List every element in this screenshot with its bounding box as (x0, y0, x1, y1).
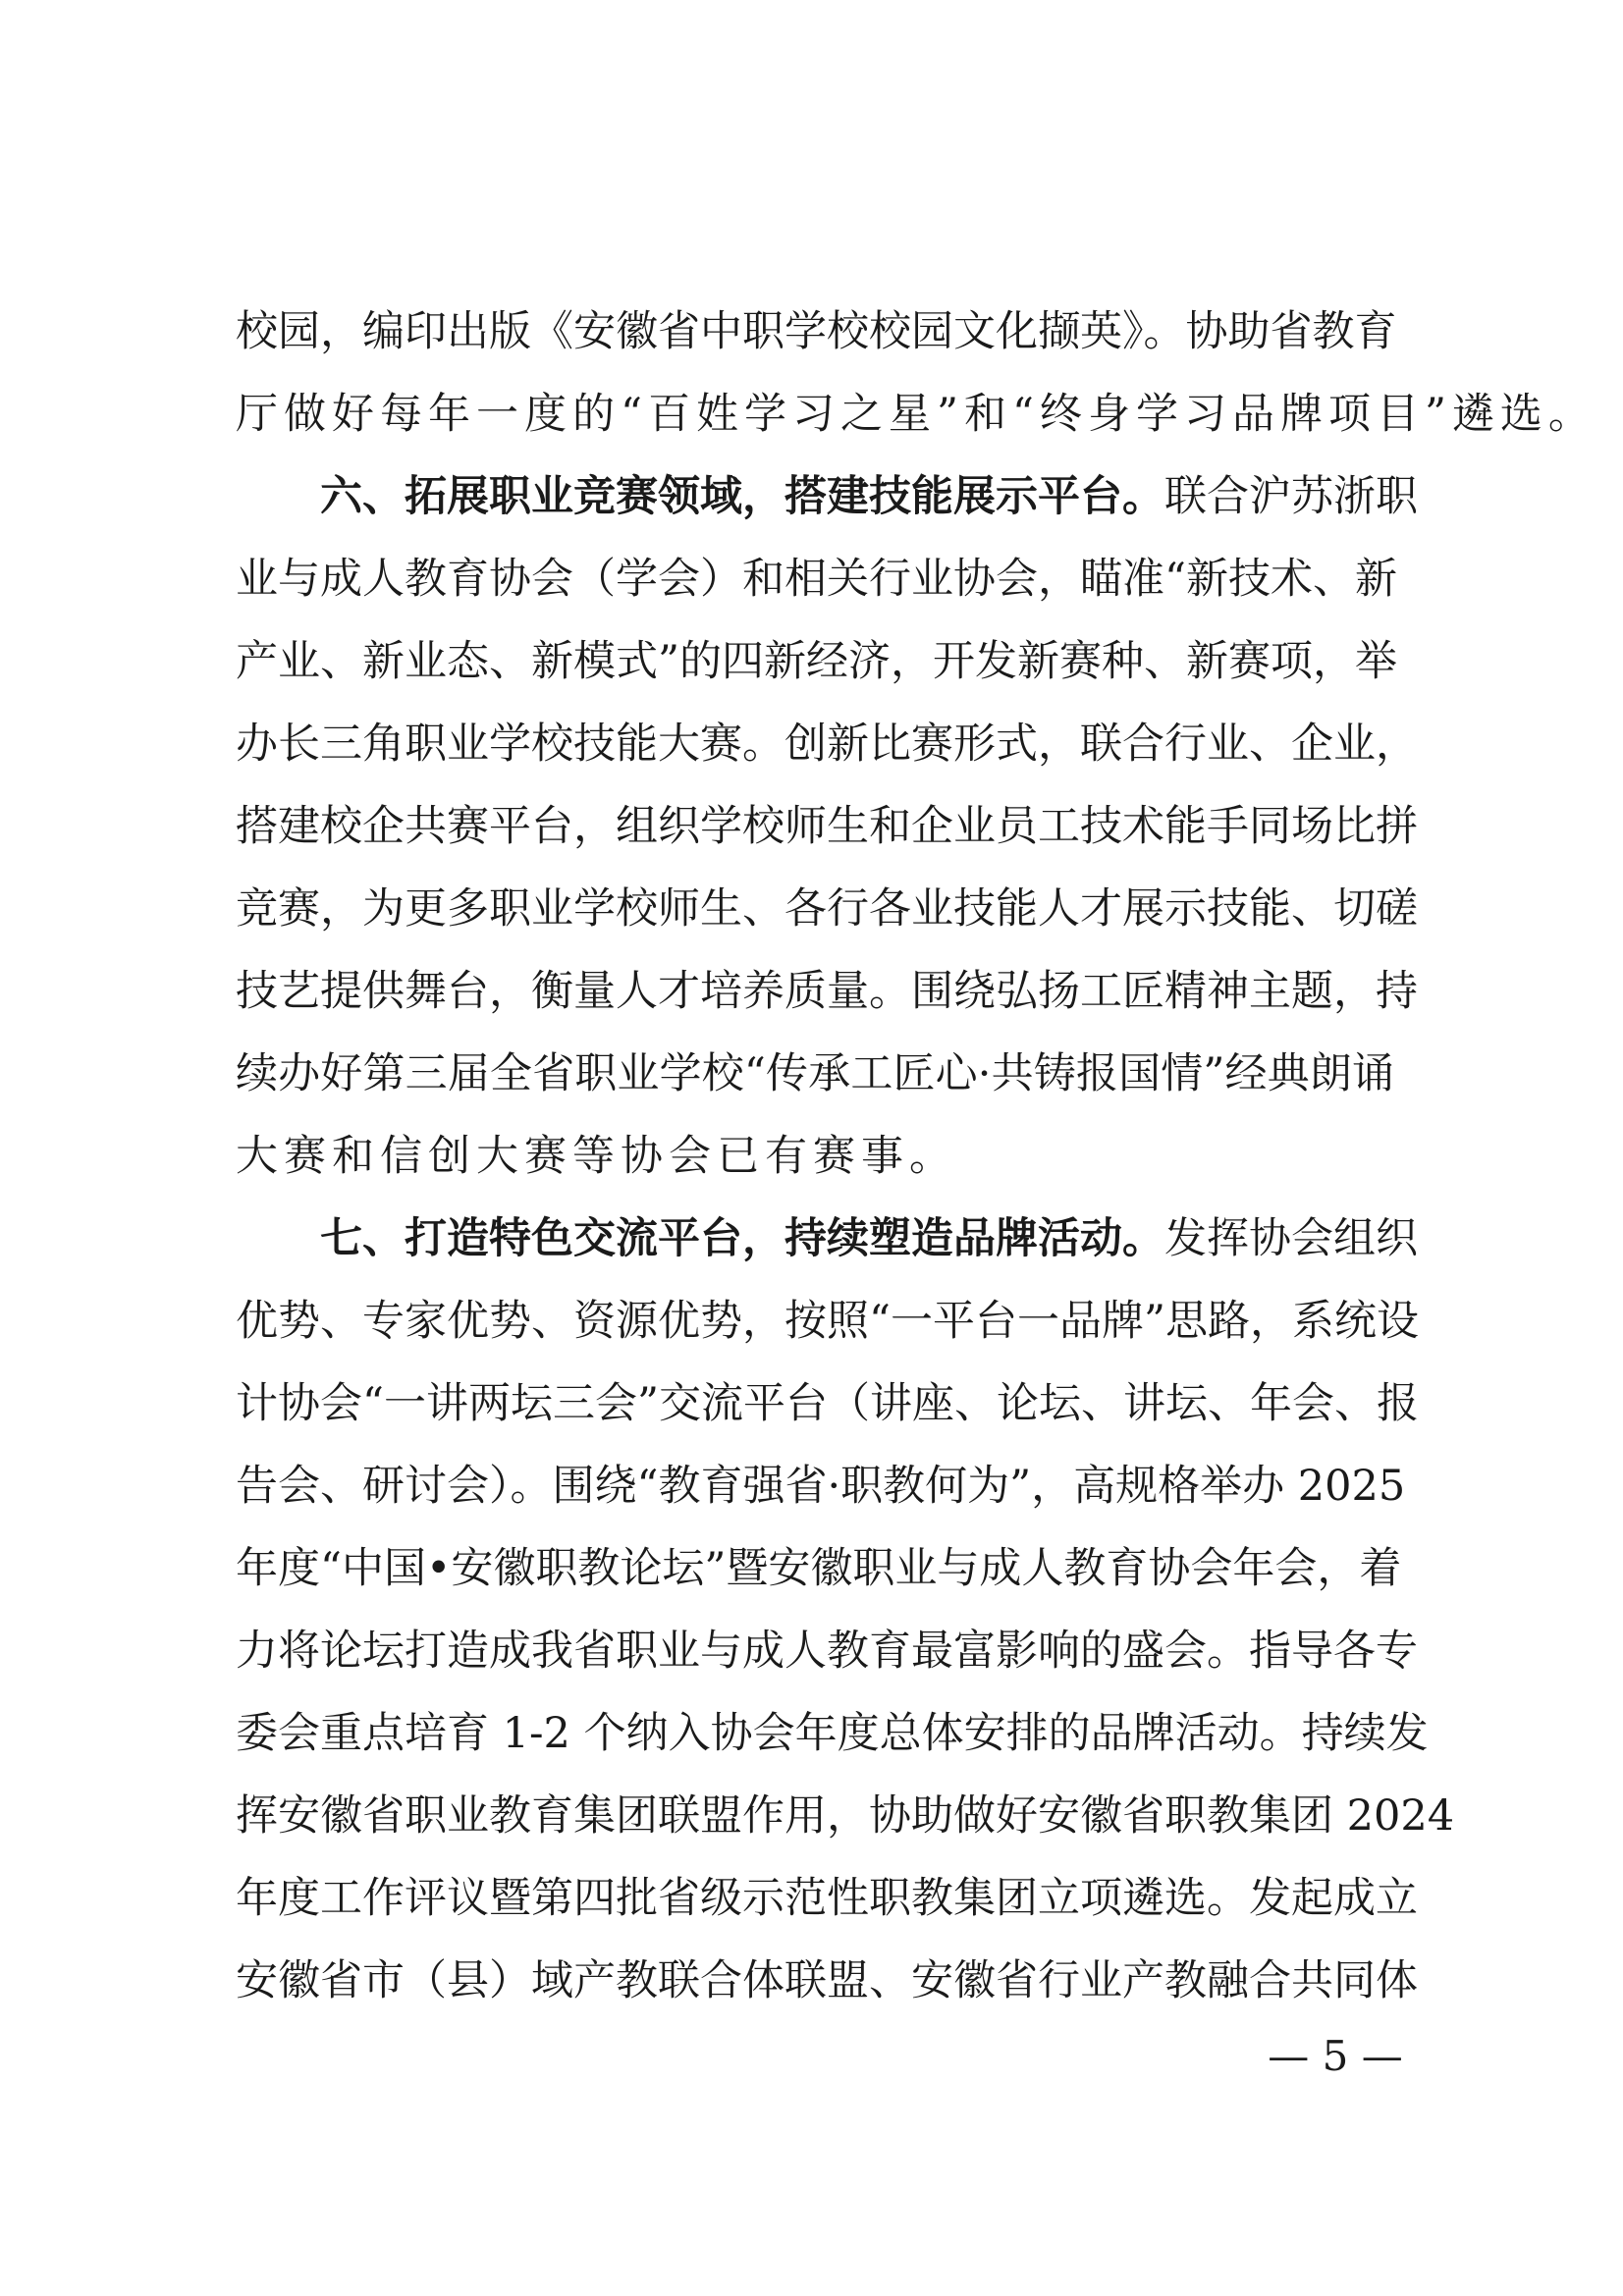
body-line: 大赛和信创大赛等协会已有赛事。 (236, 1132, 957, 1181)
section-7-first-line (320, 1200, 1418, 1278)
section-6-heading: 六、拓展职业竞赛领域，搭建技能展示平台。 (320, 472, 1164, 521)
body-line: 竞赛，为更多职业学校师生、各行各业技能人才展示技能、切磋 (236, 884, 1418, 934)
body-line: 搭建校企共赛平台，组织学校师生和企业员工技术能手同场比拼 (236, 802, 1418, 851)
body-line: 挥安徽省职业教育集团联盟作用，协助做好安徽省职教集团 2024 (236, 1791, 1455, 1841)
body-line: 技艺提供舞台，衡量人才培养质量。围绕弘扬工匠精神主题，持 (236, 967, 1418, 1016)
section-7-first-line-text: 发挥协会组织 (1164, 1214, 1418, 1263)
body-line: 年度工作评议暨第四批省级示范性职教集团立项遴选。发起成立 (236, 1874, 1418, 1923)
body-line: 年度“中国•安徽职教论坛”暨安徽职业与成人教育协会年会，着 (236, 1544, 1402, 1593)
section-7-heading: 七、打造特色交流平台，持续塑造品牌活动。 (320, 1214, 1164, 1263)
section-6-first-line-text: 联合沪苏浙职 (1164, 472, 1418, 521)
body-line: 续办好第三届全省职业学校“传承工匠心·共铸报国情”经典朗诵 (236, 1049, 1394, 1098)
section-6-first-line (320, 457, 1418, 536)
page-number: — 5 — (1268, 2032, 1403, 2080)
body-line: 校园，编印出版《安徽省中职学校校园文化撷英》。协助省教育 (236, 307, 1397, 356)
body-line: 优势、专家优势、资源优势，按照“一平台一品牌”思路，系统设 (236, 1297, 1419, 1346)
body-line: 委会重点培育 1-2 个纳入协会年度总体安排的品牌活动。持续发 (236, 1709, 1429, 1758)
body-line: 办长三角职业学校技能大赛。创新比赛形式，联合行业、企业， (236, 720, 1418, 769)
body-line: 安徽省市（县）域产教联合体联盟、安徽省行业产教融合共同体 (236, 1956, 1418, 2005)
body-line: 厅做好每年一度的“百姓学习之星”和“终身学习品牌项目”遴选。 (236, 390, 1596, 439)
body-line: 业与成人教育协会（学会）和相关行业协会，瞄准“新技术、新 (236, 555, 1397, 604)
body-line: 产业、新业态、新模式”的四新经济，开发新赛种、新赛项，举 (236, 637, 1397, 686)
body-line: 告会、研讨会）。围绕“教育强省·职教何为”，高规格举办 2025 (236, 1462, 1406, 1511)
body-line: 计协会“一讲两坛三会”交流平台（讲座、论坛、讲坛、年会、报 (236, 1379, 1419, 1428)
body-line: 力将论坛打造成我省职业与成人教育最富影响的盛会。指导各专 (236, 1627, 1418, 1676)
